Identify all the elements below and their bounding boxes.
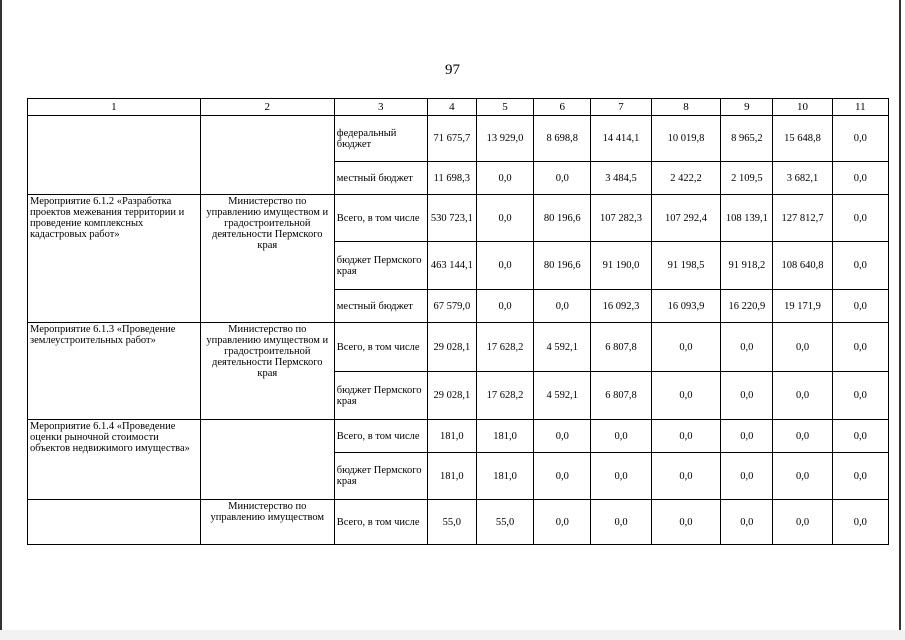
amount-cell: 13 929,0 [476, 116, 533, 162]
column-header: 5 [476, 99, 533, 116]
table-row [28, 500, 889, 545]
funding-source-cell: местный бюджет [334, 290, 427, 323]
table-row [28, 195, 889, 242]
amount-cell: 0,0 [773, 500, 832, 545]
amount-cell: 29 028,1 [427, 323, 476, 372]
amount-cell: 0,0 [832, 453, 888, 500]
amount-cell: 15 648,8 [773, 116, 832, 162]
amount-cell: 3 682,1 [773, 162, 832, 195]
amount-cell: 91 198,5 [651, 242, 721, 290]
column-header: 2 [200, 99, 334, 116]
amount-cell: 14 414,1 [591, 116, 651, 162]
budget-table [27, 98, 889, 545]
amount-cell: 67 579,0 [427, 290, 476, 323]
amount-cell: 0,0 [773, 420, 832, 453]
funding-source-cell: Всего, в том числе [334, 195, 427, 242]
amount-cell: 0,0 [534, 162, 591, 195]
table-row [28, 116, 889, 162]
amount-cell: 0,0 [773, 453, 832, 500]
column-header: 10 [773, 99, 832, 116]
amount-cell: 0,0 [832, 323, 888, 372]
amount-cell: 91 190,0 [591, 242, 651, 290]
amount-cell: 0,0 [476, 242, 533, 290]
ministry-cell [200, 420, 334, 500]
column-header: 7 [591, 99, 651, 116]
column-header: 6 [534, 99, 591, 116]
table-row [28, 323, 889, 372]
column-header: 1 [28, 99, 201, 116]
amount-cell: 91 918,2 [721, 242, 773, 290]
amount-cell: 2 422,2 [651, 162, 721, 195]
amount-cell: 0,0 [721, 453, 773, 500]
amount-cell: 0,0 [832, 242, 888, 290]
amount-cell: 0,0 [651, 500, 721, 545]
amount-cell: 107 292,4 [651, 195, 721, 242]
amount-cell: 0,0 [721, 420, 773, 453]
amount-cell: 8 698,8 [534, 116, 591, 162]
ministry-cell: Министерство по управлению имуществом и градостроительной деятельности Пермского края [200, 195, 334, 323]
funding-source-cell: Всего, в том числе [334, 420, 427, 453]
column-header: 9 [721, 99, 773, 116]
ministry-cell [200, 116, 334, 195]
amount-cell: 17 628,2 [476, 372, 533, 420]
amount-cell: 0,0 [534, 420, 591, 453]
amount-cell: 0,0 [591, 420, 651, 453]
event-cell: Мероприятие 6.1.3 «Проведение землеустроительных работ» [28, 323, 201, 420]
amount-cell: 0,0 [832, 195, 888, 242]
amount-cell: 0,0 [773, 372, 832, 420]
amount-cell: 19 171,9 [773, 290, 832, 323]
column-number-row [28, 99, 889, 116]
amount-cell: 3 484,5 [591, 162, 651, 195]
amount-cell: 55,0 [427, 500, 476, 545]
amount-cell: 107 282,3 [591, 195, 651, 242]
amount-cell: 0,0 [832, 290, 888, 323]
funding-source-cell: местный бюджет [334, 162, 427, 195]
amount-cell: 0,0 [832, 420, 888, 453]
amount-cell: 181,0 [427, 420, 476, 453]
scan-left-edge [0, 0, 2, 640]
amount-cell: 0,0 [476, 195, 533, 242]
amount-cell: 80 196,6 [534, 242, 591, 290]
event-cell: Мероприятие 6.1.2 «Разработка проектов межевания территории и проведение комплексных кадастровых работ» [28, 195, 201, 323]
amount-cell: 463 144,1 [427, 242, 476, 290]
amount-cell: 17 628,2 [476, 323, 533, 372]
amount-cell: 0,0 [476, 290, 533, 323]
scan-bottom-edge [0, 630, 905, 640]
table-body [28, 116, 889, 545]
amount-cell: 16 092,3 [591, 290, 651, 323]
event-cell: Мероприятие 6.1.4 «Проведение оценки рыночной стоимости объектов недвижимого имущества» [28, 420, 201, 500]
scan-right-edge [899, 0, 901, 640]
page-number: 97 [445, 62, 460, 78]
amount-cell: 16 220,9 [721, 290, 773, 323]
amount-cell: 0,0 [534, 500, 591, 545]
amount-cell: 108 640,8 [773, 242, 832, 290]
amount-cell: 0,0 [534, 290, 591, 323]
amount-cell: 8 965,2 [721, 116, 773, 162]
column-header: 4 [427, 99, 476, 116]
funding-source-cell: Всего, в том числе [334, 323, 427, 372]
amount-cell: 4 592,1 [534, 372, 591, 420]
amount-cell: 0,0 [832, 500, 888, 545]
amount-cell: 2 109,5 [721, 162, 773, 195]
amount-cell: 4 592,1 [534, 323, 591, 372]
amount-cell: 71 675,7 [427, 116, 476, 162]
funding-source-cell: бюджет Пермского края [334, 453, 427, 500]
table-row [28, 420, 889, 453]
amount-cell: 0,0 [476, 162, 533, 195]
amount-cell: 0,0 [773, 323, 832, 372]
amount-cell: 0,0 [651, 323, 721, 372]
column-header: 3 [334, 99, 427, 116]
amount-cell: 181,0 [427, 453, 476, 500]
amount-cell: 0,0 [591, 453, 651, 500]
amount-cell: 0,0 [832, 372, 888, 420]
amount-cell: 0,0 [591, 500, 651, 545]
amount-cell: 0,0 [534, 453, 591, 500]
amount-cell: 11 698,3 [427, 162, 476, 195]
amount-cell: 108 139,1 [721, 195, 773, 242]
amount-cell: 0,0 [721, 500, 773, 545]
ministry-cell: Министерство по управлению имуществом [200, 500, 334, 545]
funding-source-cell: бюджет Пермского края [334, 372, 427, 420]
amount-cell: 0,0 [651, 420, 721, 453]
funding-source-cell: бюджет Пермского края [334, 242, 427, 290]
event-cell [28, 500, 201, 545]
column-header: 8 [651, 99, 721, 116]
amount-cell: 127 812,7 [773, 195, 832, 242]
amount-cell: 181,0 [476, 420, 533, 453]
event-cell [28, 116, 201, 195]
ministry-cell: Министерство по управлению имуществом и градостроительной деятельности Пермского края [200, 323, 334, 420]
amount-cell: 0,0 [651, 453, 721, 500]
amount-cell: 55,0 [476, 500, 533, 545]
amount-cell: 0,0 [651, 372, 721, 420]
amount-cell: 10 019,8 [651, 116, 721, 162]
funding-source-cell: Всего, в том числе [334, 500, 427, 545]
column-header: 11 [832, 99, 888, 116]
amount-cell: 181,0 [476, 453, 533, 500]
amount-cell: 80 196,6 [534, 195, 591, 242]
amount-cell: 16 093,9 [651, 290, 721, 323]
amount-cell: 0,0 [832, 162, 888, 195]
funding-source-cell: федеральный бюджет [334, 116, 427, 162]
amount-cell: 0,0 [721, 323, 773, 372]
amount-cell: 6 807,8 [591, 323, 651, 372]
amount-cell: 6 807,8 [591, 372, 651, 420]
amount-cell: 0,0 [832, 116, 888, 162]
amount-cell: 29 028,1 [427, 372, 476, 420]
amount-cell: 0,0 [721, 372, 773, 420]
amount-cell: 530 723,1 [427, 195, 476, 242]
